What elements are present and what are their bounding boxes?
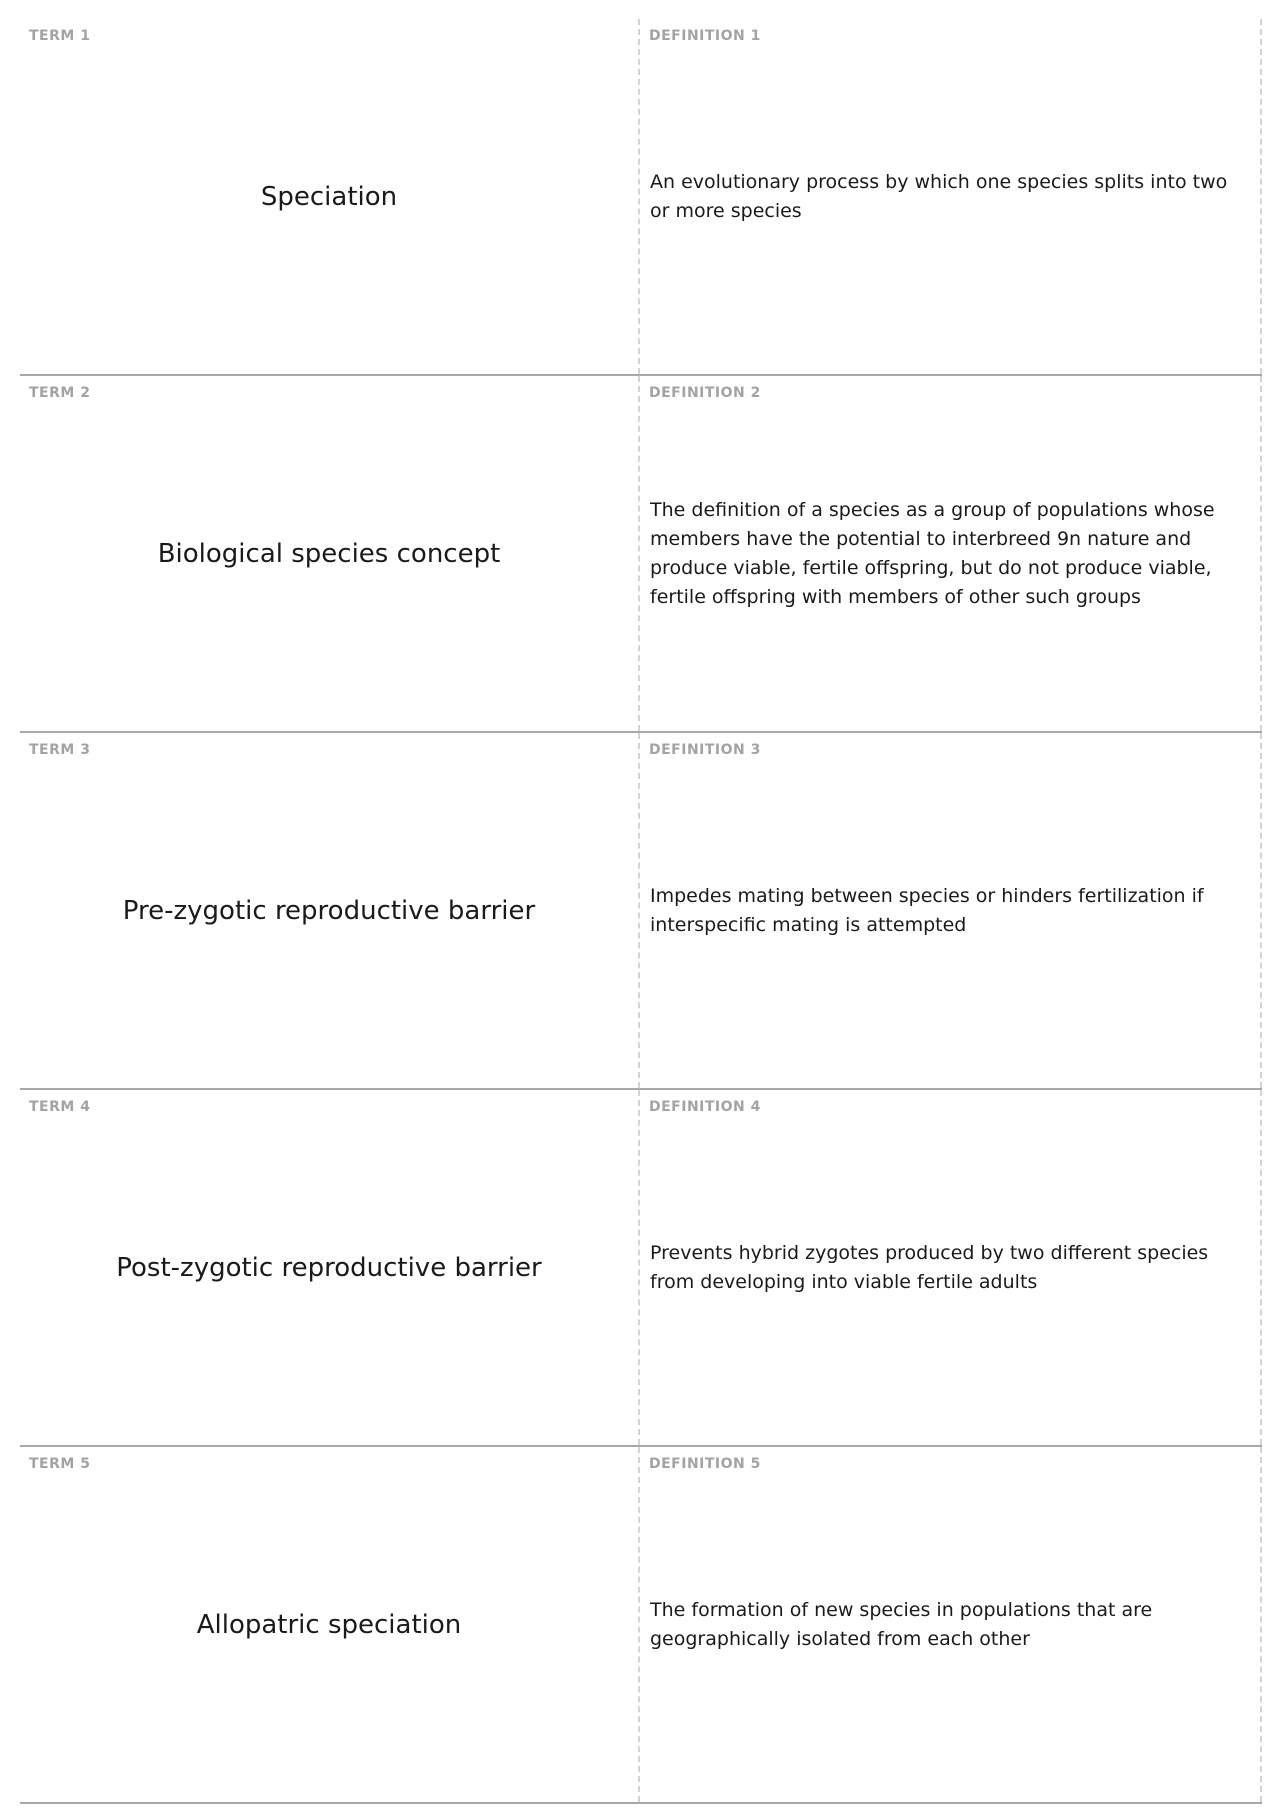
term-cell bbox=[20, 19, 640, 374]
definition-cell bbox=[640, 1090, 1262, 1445]
definition-label: DEFINITION 3 bbox=[649, 742, 761, 758]
term-label: TERM 5 bbox=[29, 1456, 91, 1472]
card-row bbox=[20, 19, 1262, 376]
term-text: Speciation bbox=[260, 181, 398, 212]
definition-label: DEFINITION 4 bbox=[649, 1099, 761, 1115]
term-cell bbox=[20, 376, 640, 731]
term-label: TERM 1 bbox=[29, 28, 91, 44]
card-row bbox=[20, 1447, 1262, 1804]
definition-cell bbox=[640, 733, 1262, 1088]
term-cell bbox=[20, 733, 640, 1088]
card-row bbox=[20, 1090, 1262, 1447]
term-text: Allopatric speciation bbox=[196, 1609, 462, 1640]
term-label: TERM 2 bbox=[29, 385, 91, 401]
term-cell bbox=[20, 1447, 640, 1802]
term-cell bbox=[20, 1090, 640, 1445]
flashcard-sheet bbox=[20, 19, 1262, 1804]
definition-cell bbox=[640, 19, 1262, 374]
card-row bbox=[20, 376, 1262, 733]
definition-label: DEFINITION 1 bbox=[649, 28, 761, 44]
definition-text: The definition of a species as a group of populations whose members have the potential to interbreed 9n nature and produce viable, fertile offspring, but do not produce viable, fertile offspring with members of other such groups bbox=[650, 498, 1215, 608]
term-text: Biological species concept bbox=[157, 538, 501, 569]
definition-text: An evolutionary process by which one species splits into two or more species bbox=[650, 170, 1228, 222]
definition-label: DEFINITION 2 bbox=[649, 385, 761, 401]
definition-text: Impedes mating between species or hinders fertilization if interspecific mating is attempted bbox=[650, 884, 1204, 936]
term-text: Pre-zygotic reproductive barrier bbox=[122, 895, 536, 926]
definition-cell bbox=[640, 376, 1262, 731]
definition-text: Prevents hybrid zygotes produced by two different species from developing into viable fertile adults bbox=[650, 1241, 1209, 1293]
term-label: TERM 3 bbox=[29, 742, 91, 758]
term-label: TERM 4 bbox=[29, 1099, 91, 1115]
term-text: Post-zygotic reproductive barrier bbox=[116, 1252, 542, 1283]
definition-label: DEFINITION 5 bbox=[649, 1456, 761, 1472]
definition-text: The formation of new species in populations that are geographically isolated from each other bbox=[650, 1598, 1153, 1650]
card-row bbox=[20, 733, 1262, 1090]
definition-cell bbox=[640, 1447, 1262, 1802]
